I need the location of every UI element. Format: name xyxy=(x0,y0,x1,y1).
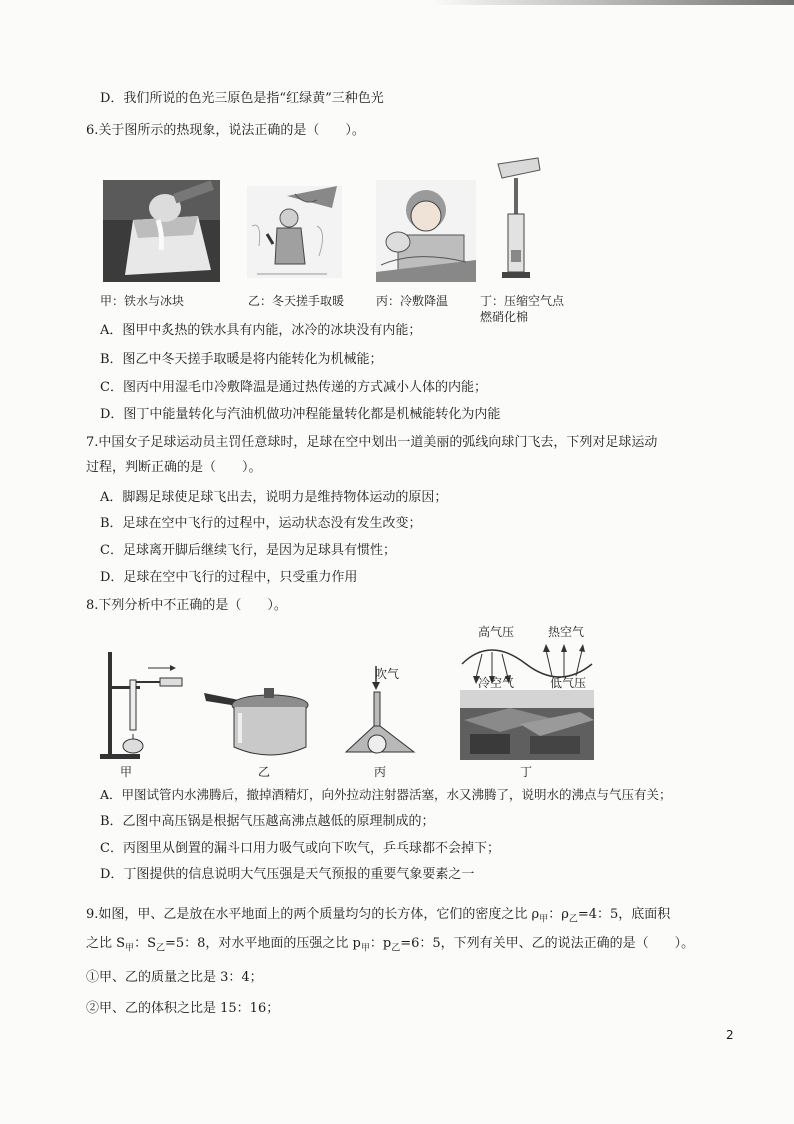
q8-caption-jia: 甲 xyxy=(120,765,133,779)
q6-option-d: D．图丁中能量转化与汽油机做功冲程能量转化都是机械能转化为内能 xyxy=(100,407,501,422)
scan-edge-shadow xyxy=(430,0,794,5)
q6-option-c: C．图丙中用湿毛巾冷敷降温是通过热传递的方式减小人体的内能； xyxy=(100,380,487,395)
q8-caption-bing: 丙 xyxy=(374,765,387,779)
q6-caption-ding-line1: 丁：压缩空气点 xyxy=(480,294,565,308)
q9-stem-line2: 之比 $S_甲$：$S_乙=5$：8，对水平地面的压强之比 $p_甲$：$p_乙=6$：5，下列有关甲、乙的说法正确的是（ ）。 xyxy=(86,936,695,954)
q6-caption-ding-line2: 燃硝化棉 xyxy=(480,310,529,324)
q6-figure-jia-photo xyxy=(103,180,220,282)
q8-label-blow: 吹气 xyxy=(375,667,400,681)
q6-caption-yi: 乙：冬天搓手取暖 xyxy=(248,294,345,308)
q8-label-high-pressure: 高气压 xyxy=(478,625,515,639)
q8-figure-yi-pressure-cooker xyxy=(204,683,312,763)
q7-option-d: D．足球在空中飞行的过程中，只受重力作用 xyxy=(100,570,358,585)
page-number: 2 xyxy=(726,1028,734,1042)
q8-label-cold-air: 冷空气 xyxy=(478,676,515,690)
q8-figure-jia-apparatus xyxy=(100,650,188,762)
q9-stem-line1: 9.如图，甲、乙是放在水平地面上的两个质量均匀的长方体，它们的密度之比 $\rho_甲$：$\rho_乙=4$：5，底面积 xyxy=(86,907,671,925)
q8-option-b: B．乙图中高压锅是根据气压越高沸点越低的原理制成的； xyxy=(100,814,435,829)
q6-option-b: B．图乙中冬天搓手取暖是将内能转化为机械能； xyxy=(100,352,383,367)
q5-option-d: D．我们所说的色光三原色是指“红绿黄”三种色光 xyxy=(100,91,384,106)
q8-label-low-pressure: 低气压 xyxy=(550,676,587,690)
q6-caption-bing: 丙：冷敷降温 xyxy=(376,294,449,308)
q8-caption-ding: 丁 xyxy=(520,765,533,779)
q8-label-hot-air: 热空气 xyxy=(548,625,585,639)
q6-figure-yi-drawing xyxy=(247,186,342,278)
q7-option-c: C．足球离开脚后继续飞行，是因为足球具有惯性； xyxy=(100,543,396,558)
q7-stem-line1: 7.中国女子足球运动员主罚任意球时，足球在空中划出一道美丽的弧线向球门飞去，下列对足球运动 xyxy=(86,435,658,450)
q8-stem: 8.下列分析中不正确的是（ ）。 xyxy=(86,598,287,613)
q6-caption-jia: 甲：铁水与冰块 xyxy=(100,294,185,308)
q8-option-c: C．丙图里从倒置的漏斗口用力吸气或向下吹气，乒乓球都不会掉下； xyxy=(100,841,500,856)
q7-option-a: A．脚踢足球使足球飞出去，说明力是维持物体运动的原因； xyxy=(100,490,448,505)
q8-option-d: D．丁图提供的信息说明大气压强是天气预报的重要气象要素之一 xyxy=(100,867,475,882)
q8-figure-ding-weather xyxy=(460,624,594,764)
q9-item-2: ②甲、乙的体积之比是 15：16； xyxy=(86,1001,280,1016)
q7-stem-line2: 过程，判断正确的是（ ）。 xyxy=(86,460,262,475)
q8-option-a: A．甲图试管内水沸腾后，撤掉酒精灯，向外拉动注射器活塞，水又沸腾了，说明水的沸点与气压有关； xyxy=(100,787,672,802)
q6-figure-bing-drawing xyxy=(376,180,476,282)
q6-figure-ding-drawing xyxy=(488,154,546,284)
q8-caption-yi: 乙 xyxy=(258,765,271,779)
q6-option-a: A．图甲中炙热的铁水具有内能，冰冷的冰块没有内能； xyxy=(100,323,422,338)
q6-stem: 6.关于图所示的热现象，说法正确的是（ ）。 xyxy=(86,123,365,138)
q9-item-1: ①甲、乙的质量之比是 3：4； xyxy=(86,970,263,985)
q7-option-b: B．足球在空中飞行的过程中，运动状态没有发生改变； xyxy=(100,516,422,531)
